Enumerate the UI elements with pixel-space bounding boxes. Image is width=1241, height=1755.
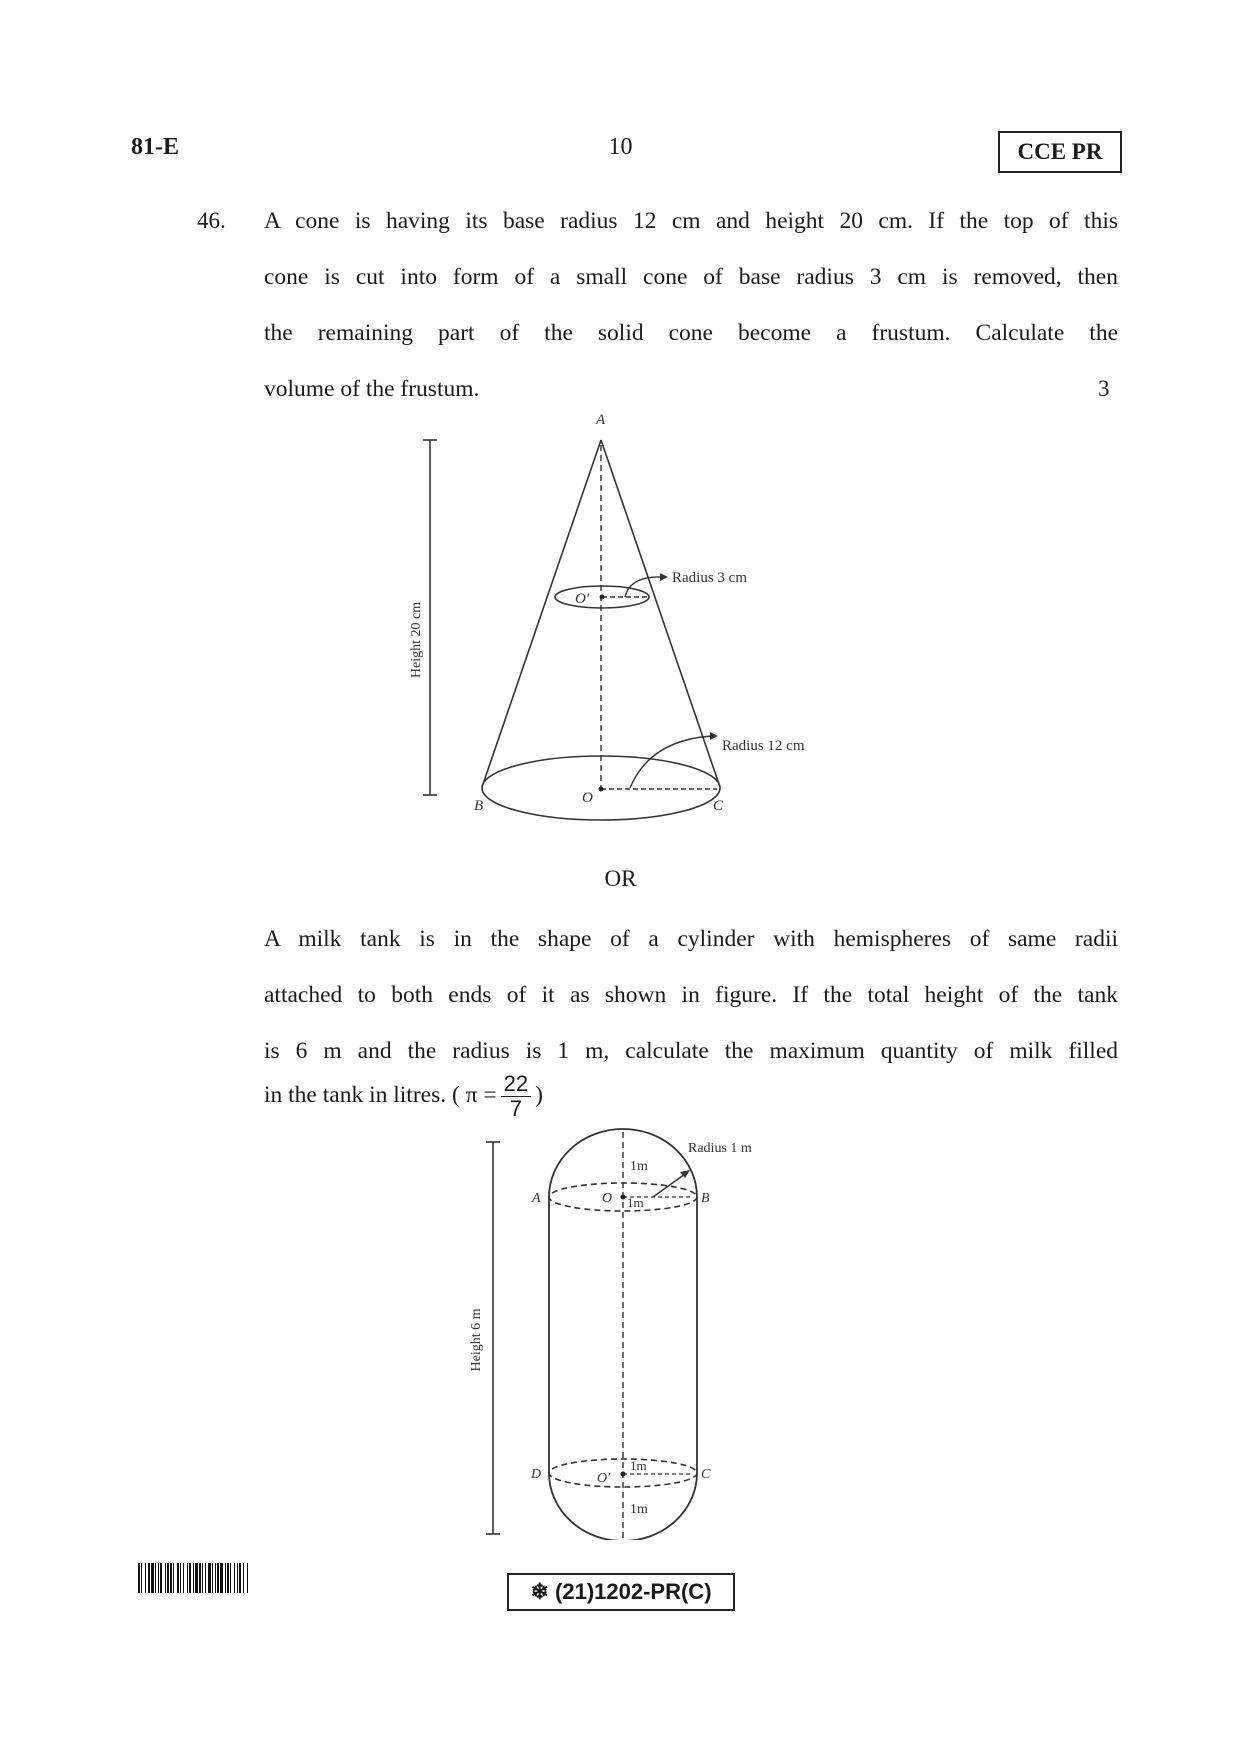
footer-code: (21)1202-PR(C) [555,1579,712,1604]
cone-figure [380,400,860,840]
barcode-bar [170,1563,172,1593]
barcode-bar [234,1563,235,1593]
barcode-bar [237,1563,238,1593]
pi-fraction [501,1072,531,1121]
large-radius-label: Radius 12 cm [722,738,805,754]
cce-pr-tag: CCE PR [998,131,1122,173]
tank-height-label: Height 6 m [469,1308,484,1372]
barcode-bar [225,1563,226,1593]
question-line: the remaining part of the solid cone become a frustum. Calculate the [264,320,1118,346]
barcode-bar [212,1563,213,1593]
question-46-text [264,208,1118,408]
question-line-pi [264,1072,1118,1121]
barcode-bar [208,1563,211,1593]
barcode-bar [177,1563,179,1593]
base-center-label: O [582,790,593,806]
small-radius-label: Radius 3 cm [672,570,747,586]
or-separator: OR [604,866,637,891]
barcode-bar [151,1563,154,1593]
tank-top-radius-label: 1m [627,1195,644,1210]
snowflake-icon: ❄ [530,1579,549,1604]
barcode-bar [148,1563,150,1593]
barcode-bar [141,1563,142,1593]
tank-top-cap-label: 1m [630,1159,648,1174]
barcode-bar [205,1563,206,1593]
alt-question-text [264,926,1118,1126]
base-left-label: B [474,798,484,814]
milk-tank-figure [440,1120,800,1540]
barcode-bar [160,1563,162,1593]
tank-label-o-prime: O′ [597,1471,611,1486]
tank-radius-label: Radius 1 m [688,1141,752,1156]
barcode-bar [215,1563,216,1593]
question-line: A milk tank is in the shape of a cylinder with hemispheres of same radii [264,926,1118,952]
tank-label-a: A [532,1191,541,1206]
tank-bottom-radius-label: 1m [630,1458,647,1473]
tank-label-d: D [531,1467,542,1482]
question-line: cone is cut into form of a small cone of base radius 3 cm is removed, then [264,264,1118,290]
barcode-bar [239,1563,241,1593]
question-number: 46. [197,208,226,233]
pi-denominator: 7 [509,1096,523,1121]
cone-right-side [601,440,720,787]
barcode-bar [155,1563,156,1593]
barcode-bar [183,1563,184,1593]
barcode-bar [180,1563,181,1593]
barcode-bar [195,1563,198,1593]
footer-code-box [507,1573,735,1611]
barcode-bar [247,1563,248,1593]
barcode-bar [199,1563,201,1593]
page-number: 10 [608,134,633,160]
tank-bottom-cap-label: 1m [630,1502,648,1517]
cone-left-side [482,440,601,787]
apex-label: A [596,412,606,428]
barcode-bar [202,1563,203,1593]
tank-label-o: O [602,1191,613,1206]
barcode-bar [193,1563,194,1593]
base-right-label: C [713,798,724,814]
question-line: is 6 m and the radius is 1 m, calculate the maximum quantity of milk filled [264,1038,1118,1064]
barcode-bar [227,1563,229,1593]
tank-label-b: B [701,1191,710,1206]
height-label: Height 20 cm [409,601,424,679]
top-center-label: O′ [575,591,590,607]
barcode-bar [189,1563,191,1593]
barcode-bar [158,1563,159,1593]
pi-numerator: 22 [501,1072,531,1097]
barcode-bar [217,1563,219,1593]
marks: 3 [1098,376,1110,401]
barcode-bar [243,1563,244,1593]
barcode-bar [187,1563,188,1593]
barcode-bar [173,1563,174,1593]
barcode-bar [138,1563,140,1593]
barcode-bar [220,1563,223,1593]
barcode [138,1563,368,1593]
paper-code: 81-E [131,134,179,160]
question-line: attached to both ends of it as shown in figure. If the total height of the tank [264,982,1118,1008]
question-line: A cone is having its base radius 12 cm and height 20 cm. If the top of this [264,208,1118,234]
barcode-bar [165,1563,166,1593]
barcode-bar [145,1563,146,1593]
pi-suffix: ) [535,1081,543,1108]
barcode-bar [167,1563,169,1593]
tank-label-c: C [701,1467,711,1482]
pi-prefix: in the tank in litres. ( π = [264,1081,497,1108]
question-line: volume of the frustum. [264,376,480,402]
barcode-bar [230,1563,231,1593]
